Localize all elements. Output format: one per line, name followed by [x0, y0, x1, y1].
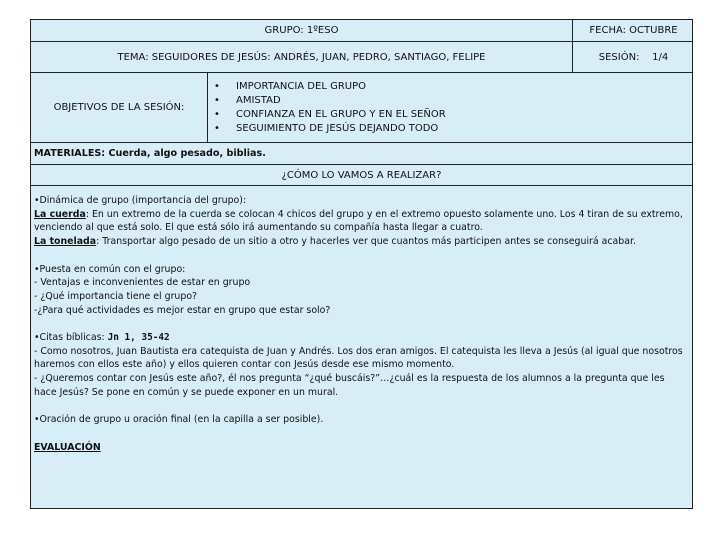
- ton-title: La tonelada: [34, 236, 97, 248]
- how-title-cell: [31, 165, 692, 185]
- rope-text: : En un extremo de la cuerda se colocan 4 chicos del grupo y en el extremo opuesto solamente uno. Los 4 tiran de su extremo, venciendo al que está solo. El que está sólo irá aumentando su compañía hasta llegar a cuatro.: [34, 208, 683, 234]
- group-label: GRUPO: 1ºESO: [264, 25, 339, 36]
- date-cell: [572, 20, 694, 41]
- header-row-group: [31, 20, 692, 42]
- common-intro: •Puesta en común con el grupo:: [34, 263, 186, 275]
- theme-label: TEMA: SEGUIDORES DE JESÚS: ANDRÉS, JUAN, PEDRO, SANTIAGO, FELIPE: [117, 51, 486, 63]
- materials-cell: [34, 143, 692, 164]
- date-label: FECHA: OCTUBRE: [589, 25, 678, 36]
- evaluation-heading: EVALUACIÓN: [34, 441, 101, 453]
- objective-item: • IMPORTANCIA DEL GRUPO: [214, 80, 366, 92]
- prayer-line: •Oración de grupo u oración final (en la capilla a ser posible).: [34, 414, 324, 426]
- objective-item: • AMISTAD: [214, 94, 281, 106]
- cite-item-2: - ¿Queremos contar con Jesús este año?, él nos pregunta “¿qué buscáis?”…¿cuál es la respuesta de los alumnos a la pregunta que les hace Jesús? Se pone en común y se puede exponer en un mural.: [34, 373, 665, 398]
- session-cell: [572, 42, 694, 72]
- objectives-label: OBJETIVOS DE LA SESIÓN:: [53, 102, 185, 113]
- content-cell: [31, 186, 692, 509]
- how-title: ¿CÓMO LO VAMOS A REALIZAR?: [281, 169, 442, 181]
- common-item-3: -¿Para qué actividades es mejor estar en grupo que estar solo?: [34, 304, 331, 316]
- objectives-list-cell: [207, 73, 694, 142]
- rope-paragraph: [34, 208, 689, 235]
- cites-ref: Jn 1, 35-42: [107, 332, 170, 343]
- ton-paragraph: [34, 235, 689, 249]
- materials-label: MATERIALES:: [34, 148, 106, 159]
- materials-row: [31, 143, 692, 165]
- header-row-theme: [31, 42, 692, 73]
- content-text: [34, 194, 689, 454]
- objectives-label-cell: [31, 73, 207, 142]
- how-title-row: [31, 165, 692, 186]
- common-item-2: - ¿Qué importancia tiene el grupo?: [34, 290, 198, 302]
- cites-line: [34, 331, 689, 345]
- common-item-1: - Ventajas e inconvenientes de estar en grupo: [34, 277, 251, 289]
- cites-label: •Citas bíblicas:: [34, 332, 108, 343]
- objectives-row: [31, 73, 692, 143]
- session-label: SESIÓN: 1/4: [598, 51, 669, 63]
- materials-text: Cuerda, algo pesado, biblias.: [105, 148, 266, 159]
- cite-item-1: - Como nosotros, Juan Bautista era catequista de Juan y Andrés. Los dos eran amigos. El catequista les lleva a Jesús (al igual que nosotros haremos con ellos este año) y ellos quieren contar con Jesús desde ese mismo momento.: [34, 345, 683, 371]
- objective-item: • SEGUIMIENTO DE JESÚS DEJANDO TODO: [214, 122, 439, 134]
- objectives-list: [208, 80, 446, 136]
- ton-text: : Transportar algo pesado de un sitio a otro y hacerles ver que cuantos más participen antes se conseguirá acabar.: [96, 236, 636, 248]
- group-cell: [31, 20, 572, 41]
- rope-title: La cuerda: [34, 208, 86, 220]
- session-plan-table: [30, 19, 693, 509]
- theme-cell: [31, 42, 572, 72]
- dynamic-intro: •Dinámica de grupo (importancia del grupo):: [34, 195, 247, 206]
- objective-item: • CONFIANZA EN EL GRUPO Y EN EL SEÑOR: [214, 108, 446, 120]
